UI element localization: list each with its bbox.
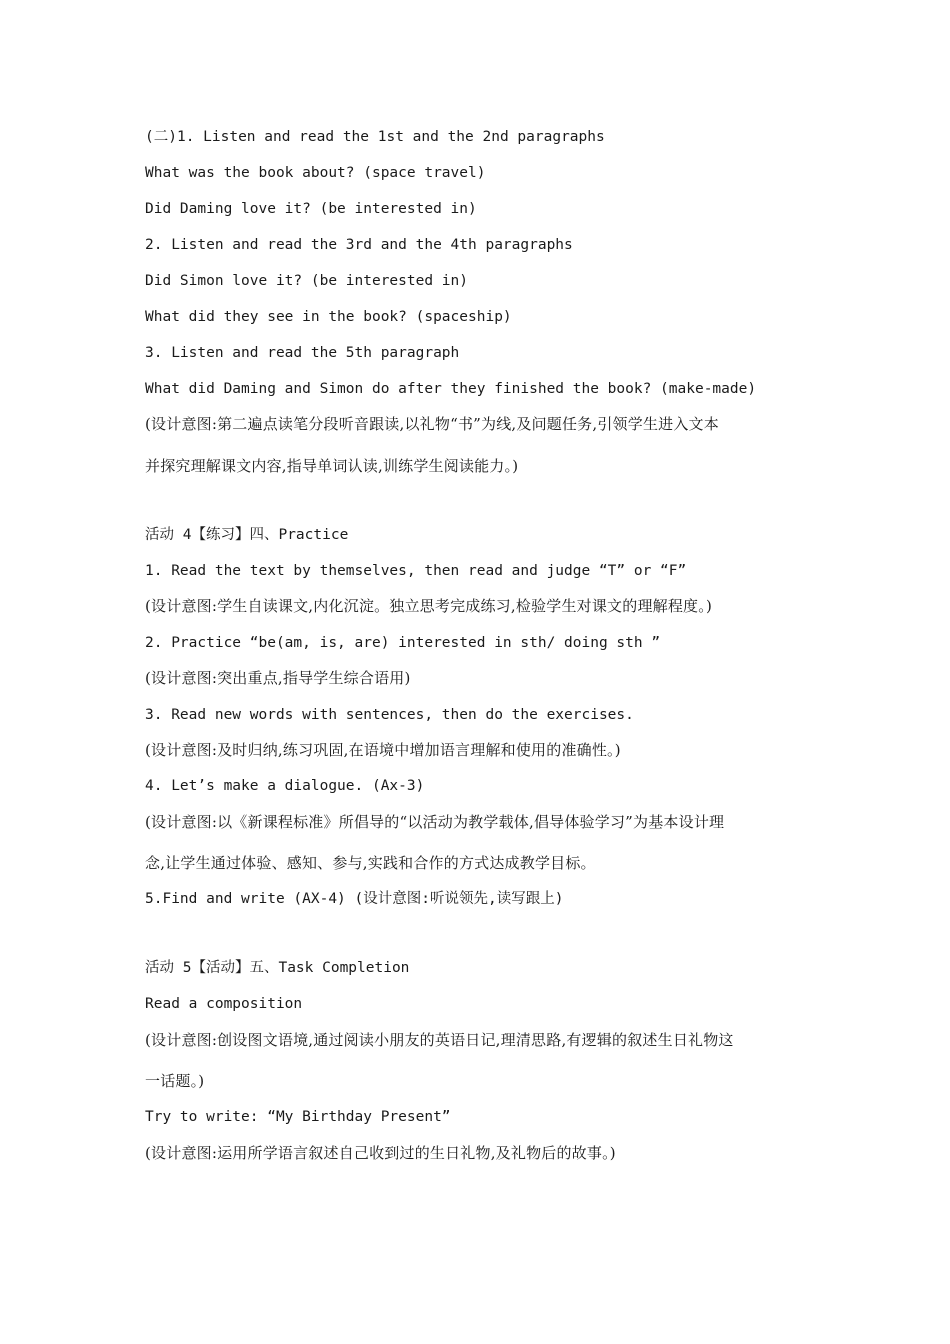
listen-step-1: (二)1. Listen and read the 1st and the 2nd paragraphs: [145, 129, 605, 145]
practice-item-2-intent: (设计意图:突出重点,指导学生综合语用): [145, 669, 411, 687]
question-daming-love: Did Daming love it? (be interested in): [145, 201, 477, 217]
listen-step-2: 2. Listen and read the 3rd and the 4th paragraphs: [145, 237, 573, 253]
practice-item-4-intent-line1: (设计意图:以《新课程标准》所倡导的“以活动为教学载体,倡导体验学习”为基本设计理: [145, 813, 725, 831]
task-read-intent-line1: (设计意图:创设图文语境,通过阅读小朋友的英语日记,理清思路,有逻辑的叙述生日礼物这: [145, 1031, 734, 1049]
practice-item-4: 4. Let’s make a dialogue. (Ax-3): [145, 778, 425, 794]
practice-item-3-intent: (设计意图:及时归纳,练习巩固,在语境中增加语言理解和使用的准确性。): [145, 741, 621, 759]
question-simon-love: Did Simon love it? (be interested in): [145, 273, 469, 289]
practice-item-4-intent-line2: 念,让学生通过体验、感知、参与,实践和合作的方式达成教学目标。: [145, 854, 596, 872]
activity-4-heading: 活动 4【练习】四、Practice: [145, 527, 349, 543]
question-book-about: What was the book about? (space travel): [145, 165, 486, 181]
practice-item-5: 5.Find and write (AX-4) (设计意图:听说领先,读写跟上): [145, 891, 564, 907]
task-try-to-write: Try to write: “My Birthday Present”: [145, 1109, 451, 1125]
design-intent-listening-line1: (设计意图:第二遍点读笔分段听音跟读,以礼物“书”为线,及问题任务,引领学生进入文本: [145, 415, 719, 433]
activity-5-heading: 活动 5【活动】五、Task Completion: [145, 960, 410, 976]
task-write-intent: (设计意图:运用所学语言叙述自己收到过的生日礼物,及礼物后的故事。): [145, 1144, 616, 1162]
practice-item-2: 2. Practice “be(am, is, are) interested in sth/ doing sth ”: [145, 635, 661, 651]
question-see-in-book: What did they see in the book? (spaceship): [145, 309, 512, 325]
practice-item-3: 3. Read new words with sentences, then do the exercises.: [145, 707, 634, 723]
task-read-composition: Read a composition: [145, 996, 303, 1012]
task-read-intent-line2: 一话题。): [145, 1072, 205, 1090]
practice-item-1: 1. Read the text by themselves, then read and judge “T” or “F”: [145, 563, 687, 579]
practice-item-1-intent: (设计意图:学生自读课文,内化沉淀。独立思考完成练习,检验学生对课文的理解程度。): [145, 597, 712, 615]
question-after-book: What did Daming and Simon do after they finished the book? (make-made): [145, 381, 757, 397]
design-intent-listening-line2: 并探究理解课文内容,指导单词认读,训练学生阅读能力。): [145, 457, 519, 475]
listen-step-3: 3. Listen and read the 5th paragraph: [145, 345, 460, 361]
